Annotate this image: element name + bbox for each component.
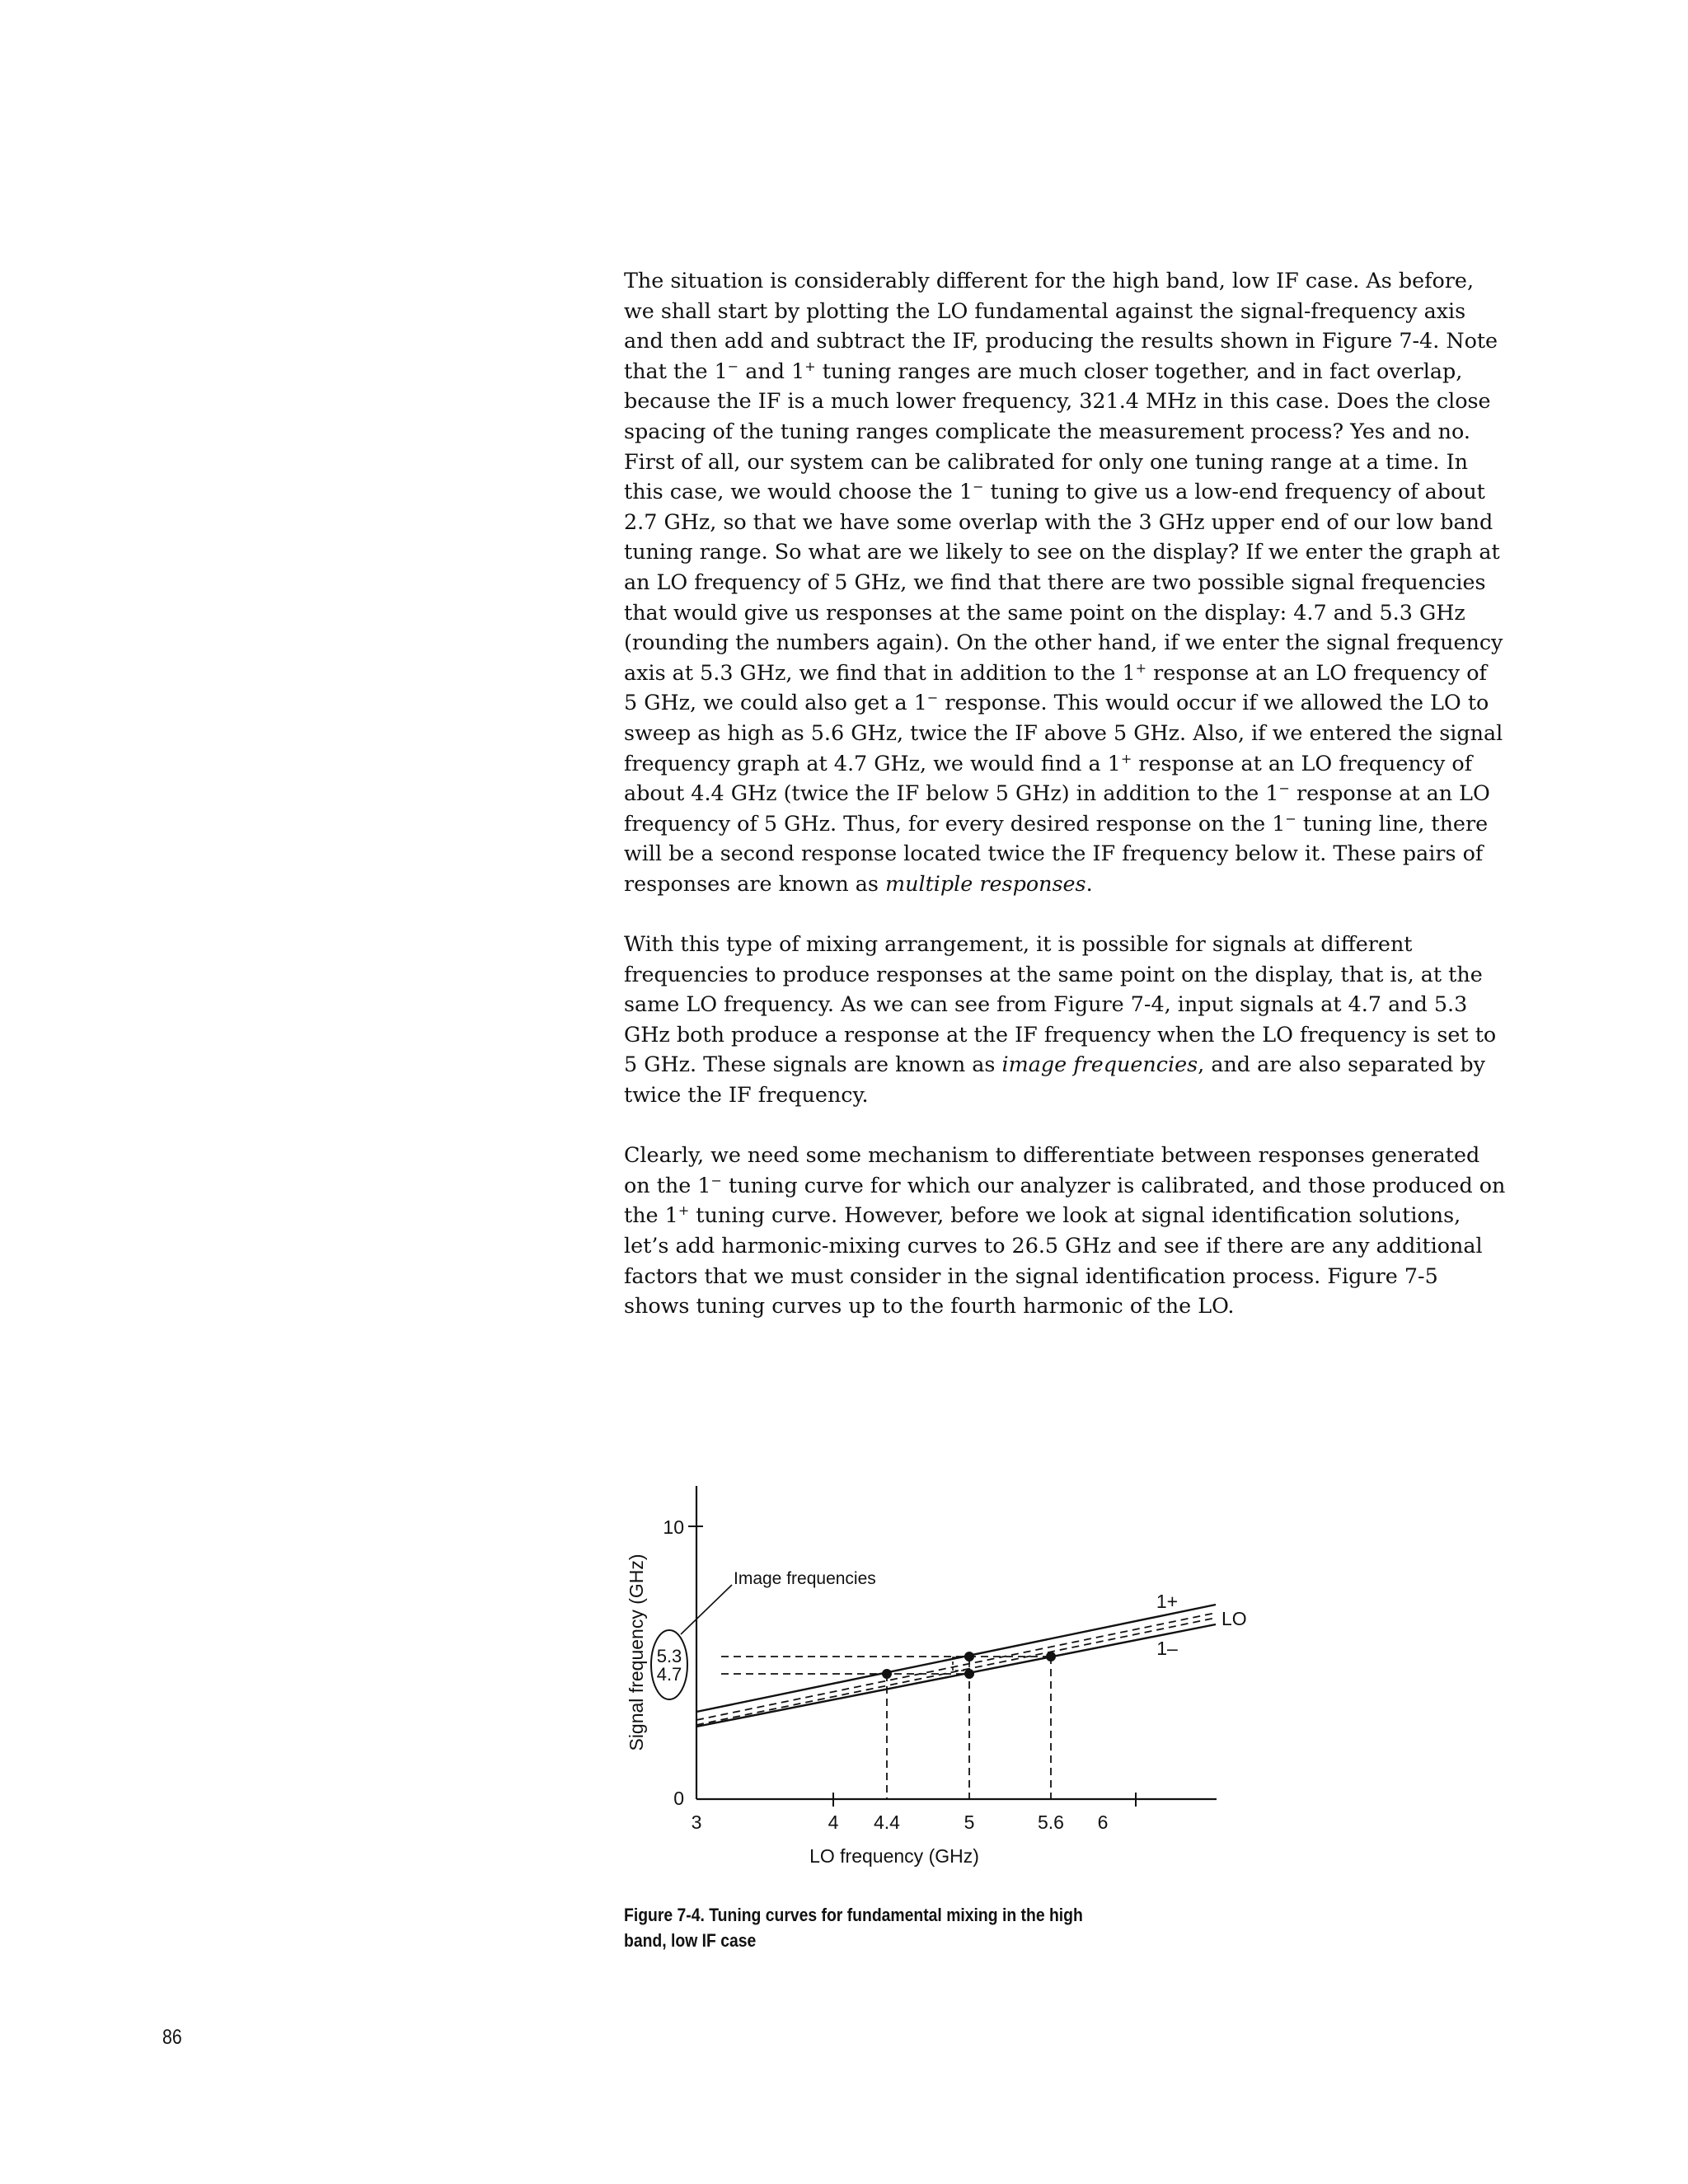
page-number: 86	[162, 2026, 182, 2049]
superscript: −	[926, 690, 939, 706]
response-dot-5-6	[1046, 1652, 1056, 1661]
superscript: −	[727, 358, 739, 374]
annotation-leader	[681, 1585, 732, 1634]
superscript: +	[1135, 659, 1147, 676]
emphasized-term: multiple responses	[885, 870, 1086, 896]
emphasized-term: image frequencies	[1001, 1052, 1198, 1077]
superscript: −	[1278, 780, 1290, 797]
lo-line-lower	[696, 1618, 1216, 1725]
x-axis-title: LO frequency (GHz)	[809, 1845, 979, 1867]
response-dot-5-high	[964, 1652, 974, 1661]
x-tick-label-4: 4	[828, 1811, 839, 1833]
label-1-minus: 1–	[1156, 1638, 1178, 1659]
superscript: +	[804, 358, 816, 374]
y-tick-label-10: 10	[663, 1516, 684, 1538]
image-frequencies-label: Image frequencies	[734, 1569, 876, 1588]
x-tick-label-3: 3	[691, 1811, 702, 1833]
paragraph-1: The situation is considerably different for the high band, low IF case. As before, we shall start by plotting the LO fundamental against the signal-frequency axis and then add and subtract the IF, producing the results shown in Figure 7-4. Note that the 1− and 1+ tuning ranges are much closer together, and in fact overlap, because the IF is a much lower frequency, 321.4 MHz in this case. Does the close spacing of the tuning ranges complicate the measurement process? Yes and no. First of all, our system can be calibrated for only one tuning range at a time. In this case, we would choose the 1− tuning to give us a low-end frequency of about 2.7 GHz, so that we have some overlap with the 3 GHz upper end of our low band tuning range. So what are we likely to see on the display? If we enter the graph at an LO frequency of 5 GHz, we find that there are two possible signal frequencies that would give us responses at the same point on the display: 4.7 and 5.3 GHz (rounding the numbers again). On the other hand, if we enter the signal frequency axis at 5.3 GHz, we find that in addition to the 1+ response at an LO frequency of 5 GHz, we could also get a 1− response. This would occur if we allowed the LO to sweep as high as 5.6 GHz, twice the IF above 5 GHz. Also, if we entered the signal frequency graph at 4.7 GHz, we would find a 1+ response at an LO frequency of about 4.4 GHz (twice the IF below 5 GHz) in addition to the 1− response at an LO frequency of 5 GHz. Thus, for every desired response on the 1− tuning line, there will be a second response located twice the IF frequency below it. These pairs of responses are known as multiple responses.	[624, 268, 1503, 896]
tuning-line-1-minus	[696, 1624, 1216, 1727]
x-tick-label-5: 5	[964, 1811, 975, 1833]
superscript: +	[678, 1202, 690, 1219]
superscript: −	[1285, 810, 1296, 827]
y-tick-label-0: 0	[673, 1788, 684, 1809]
superscript: −	[973, 479, 984, 495]
tuning-curves-diagram	[610, 1479, 1247, 1883]
body-text	[624, 265, 1506, 1351]
caption-line-2: band, low IF case	[624, 1930, 757, 1951]
superscript: +	[1120, 750, 1132, 766]
lo-line-upper	[696, 1613, 1216, 1720]
tuning-line-1-plus	[696, 1605, 1216, 1712]
superscript: −	[710, 1172, 722, 1188]
response-dot-5-low	[964, 1669, 974, 1679]
paragraph-3: Clearly, we need some mechanism to differentiate between responses generated on the 1− tuning curve for which our analyzer is calibrated, and those produced on the 1+ tuning curve. However, before we look at signal identification solutions, let’s add harmonic-mixing curves to 26.5 GHz and see if there are any additional factors that we must consider in the signal identification process. Figure 7-5 shows tuning curves up to the fourth harmonic of the LO.	[624, 1142, 1506, 1319]
label-lo: LO	[1221, 1608, 1247, 1629]
response-dot-4-4	[882, 1669, 892, 1679]
caption-line-1: Figure 7-4. Tuning curves for fundamental mixing in the high	[624, 1905, 1083, 1925]
paragraph-2: With this type of mixing arrangement, it is possible for signals at different frequencies to produce responses at the same point on the display, that is, at the same LO frequency. As we can see from Figure 7-4, input signals at 4.7 and 5.3 GHz both produce a response at the IF frequency when the LO frequency is set to 5 GHz. These signals are known as image frequencies, and are also separated by twice the IF frequency.	[624, 931, 1497, 1108]
figure-caption	[624, 1902, 1132, 1953]
x-tick-label-5-6: 5.6	[1038, 1811, 1064, 1833]
y-value-5-3: 5.3	[656, 1646, 682, 1666]
y-axis-title: Signal frequency (GHz)	[626, 1554, 647, 1751]
figure-7-4	[610, 1479, 1247, 1883]
x-tick-label-6: 6	[1097, 1811, 1109, 1833]
x-tick-label-4-4: 4.4	[874, 1811, 900, 1833]
y-value-4-7: 4.7	[656, 1664, 682, 1685]
label-1-plus: 1+	[1156, 1591, 1179, 1612]
